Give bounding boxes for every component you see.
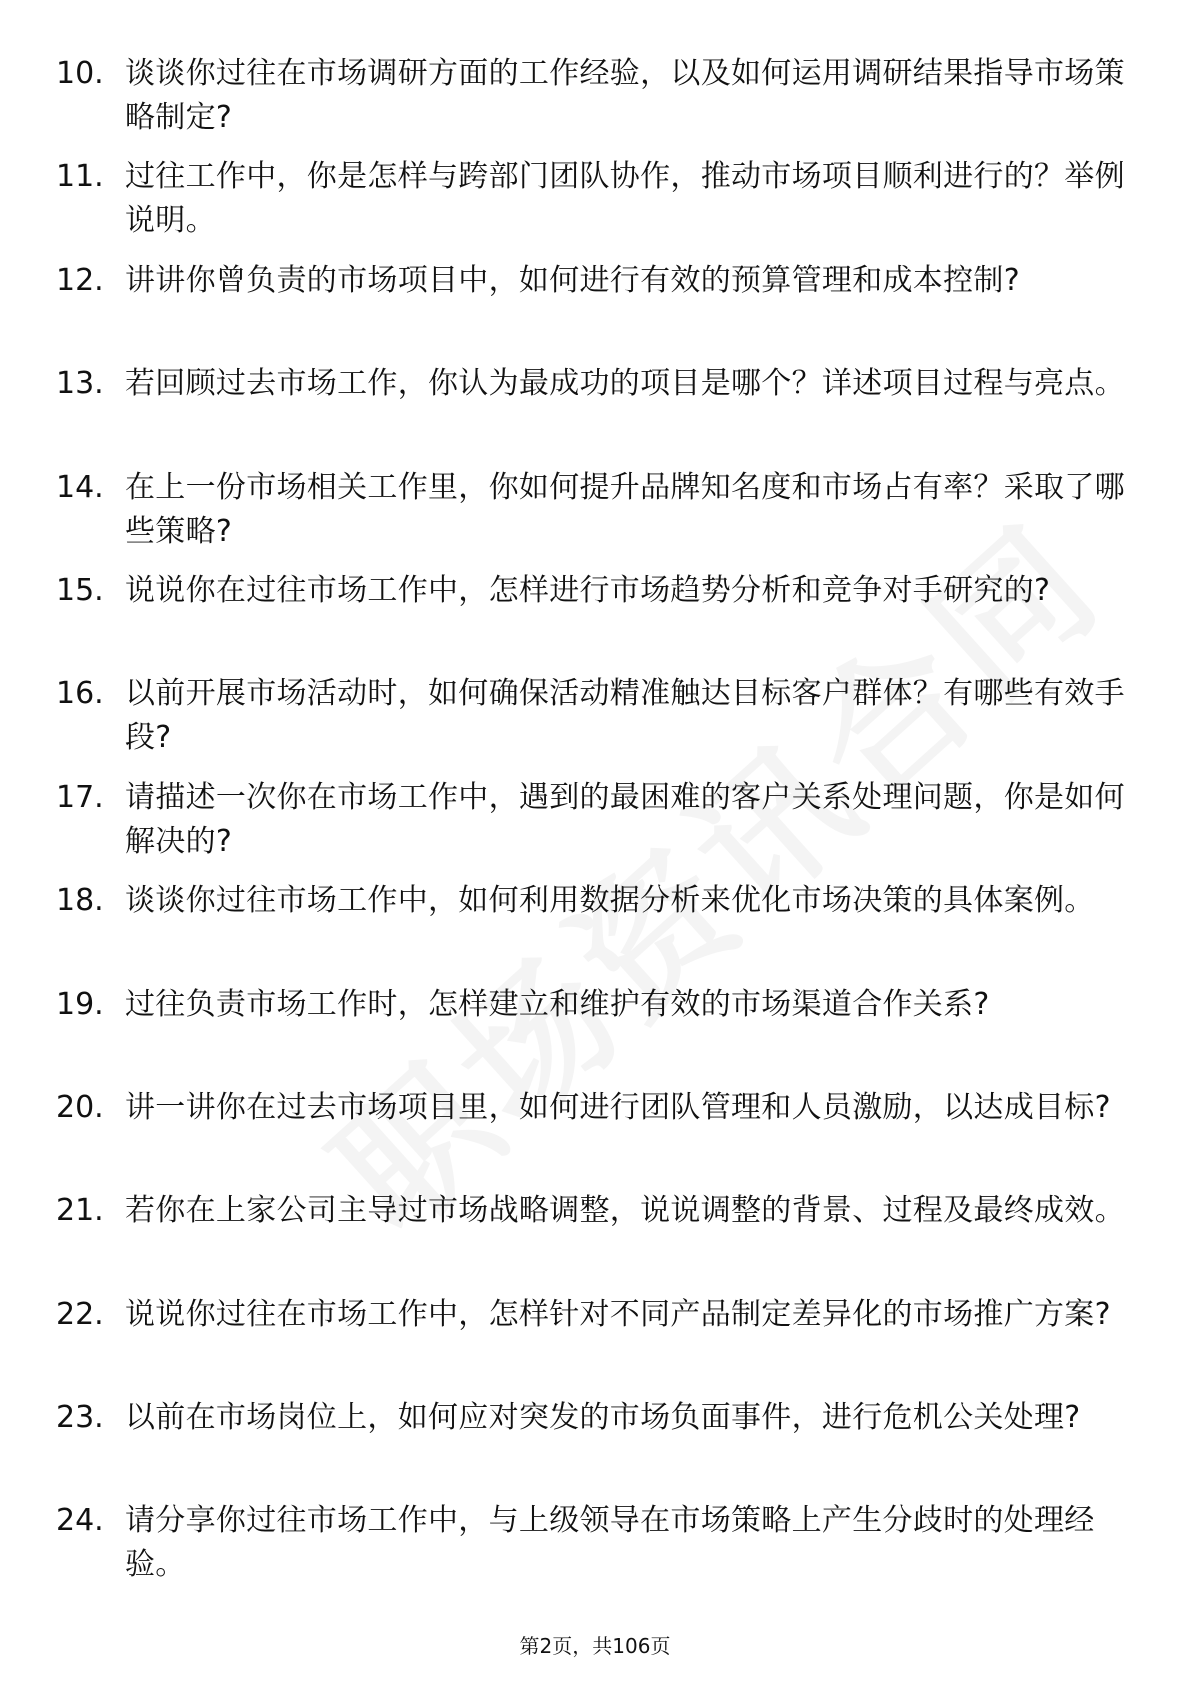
question-number: 18.	[56, 883, 104, 919]
question-item-24	[0, 1499, 1190, 1602]
question-text: 谈谈你过往市场工作中，如何利用数据分析来优化市场决策的具体案例。	[125, 883, 1095, 919]
question-item-21	[0, 1189, 1190, 1292]
question-text: 谈谈你过往在市场调研方面的工作经验，以及如何运用调研结果指导市场策略制定?	[125, 56, 1125, 135]
question-list	[0, 52, 1190, 1603]
question-number: 19.	[56, 986, 104, 1022]
question-number: 14.	[56, 469, 104, 505]
question-text: 讲讲你曾负责的市场项目中，如何进行有效的预算管理和成本控制?	[125, 262, 1020, 298]
question-number: 21.	[56, 1193, 104, 1229]
question-text: 在上一份市场相关工作里，你如何提升品牌知名度和市场占有率？采取了哪些策略?	[125, 469, 1125, 549]
question-item-20	[0, 1086, 1190, 1189]
question-text: 若你在上家公司主导过市场战略调整，说说调整的背景、过程及最终成效。	[125, 1193, 1125, 1229]
question-text: 若回顾过去市场工作，你认为最成功的项目是哪个？详述项目过程与亮点。	[125, 366, 1125, 402]
question-text: 以前在市场岗位上，如何应对突发的市场负面事件，进行危机公关处理?	[125, 1400, 1081, 1436]
question-number: 16.	[56, 676, 104, 712]
question-text: 请分享你过往市场工作中，与上级领导在市场策略上产生分歧时的处理经验。	[125, 1503, 1095, 1583]
page-number-label: 第2页，共106页	[519, 1634, 671, 1658]
question-number: 11.	[56, 159, 104, 195]
question-item-12	[0, 259, 1190, 362]
question-item-18	[0, 879, 1190, 982]
question-text: 说说你在过往市场工作中，怎样进行市场趋势分析和竞争对手研究的?	[125, 572, 1051, 608]
question-item-10	[0, 52, 1190, 155]
page-footer	[0, 1632, 1190, 1660]
question-text: 讲一讲你在过去市场项目里，如何进行团队管理和人员激励，以达成目标?	[125, 1089, 1111, 1125]
question-number: 23.	[56, 1400, 104, 1436]
question-number: 24.	[56, 1503, 104, 1539]
question-item-23	[0, 1396, 1190, 1499]
question-number: 17.	[56, 779, 104, 815]
question-item-15	[0, 569, 1190, 672]
question-number: 13.	[56, 366, 104, 402]
question-item-11	[0, 155, 1190, 258]
question-number: 22.	[56, 1296, 104, 1332]
question-text: 过往负责市场工作时，怎样建立和维护有效的市场渠道合作关系?	[125, 986, 990, 1022]
question-number: 10.	[56, 56, 104, 91]
question-number: 15.	[56, 572, 104, 608]
question-item-22	[0, 1293, 1190, 1396]
question-item-13	[0, 362, 1190, 465]
question-item-19	[0, 983, 1190, 1086]
question-item-14	[0, 466, 1190, 569]
question-item-16	[0, 672, 1190, 775]
question-number: 20.	[56, 1089, 104, 1125]
question-text: 说说你过往在市场工作中，怎样针对不同产品制定差异化的市场推广方案?	[125, 1296, 1111, 1332]
question-text: 请描述一次你在市场工作中，遇到的最困难的客户关系处理问题，你是如何解决的?	[125, 779, 1125, 859]
question-item-17	[0, 776, 1190, 879]
question-text: 过往工作中，你是怎样与跨部门团队协作，推动市场项目顺利进行的？举例说明。	[125, 159, 1125, 239]
question-text: 以前开展市场活动时，如何确保活动精准触达目标客户群体？有哪些有效手段?	[125, 676, 1125, 756]
question-number: 12.	[56, 262, 104, 298]
